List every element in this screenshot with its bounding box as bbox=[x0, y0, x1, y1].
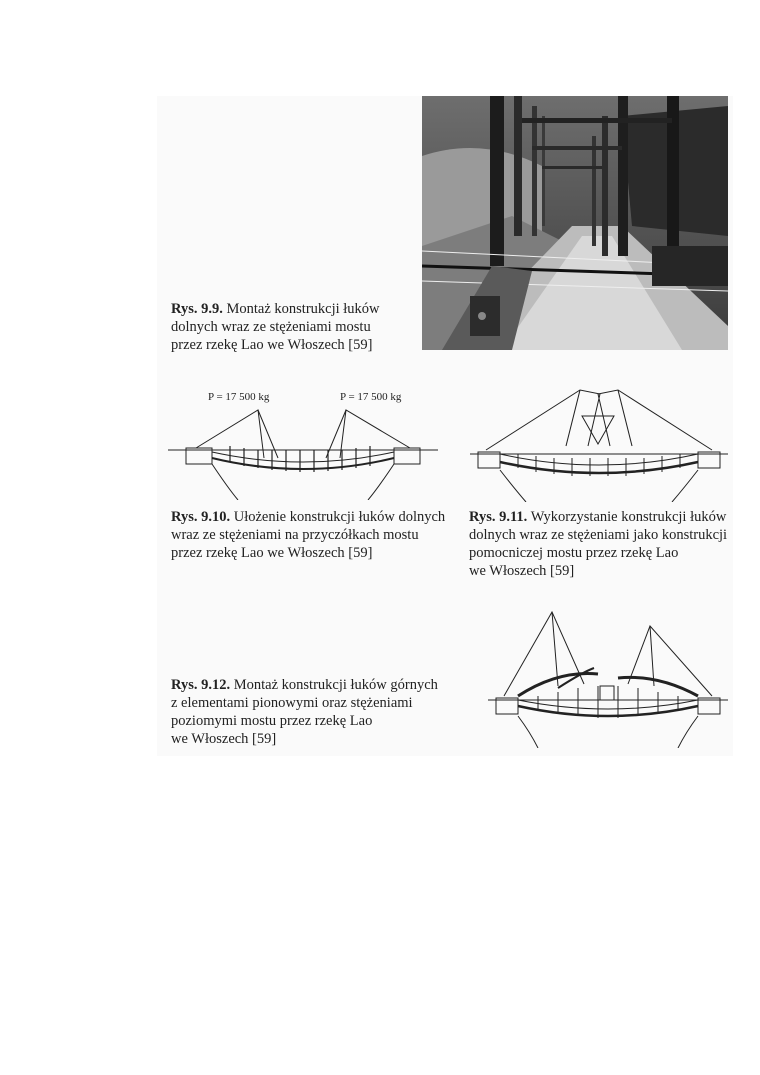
caption-text: Ułożenie konstrukcji łuków dolnych bbox=[233, 509, 446, 525]
drawing-fig-9-11 bbox=[470, 384, 728, 502]
caption-text: Montaż konstrukcji łuków górnych bbox=[233, 677, 438, 693]
drawing-fig-9-10 bbox=[168, 388, 438, 500]
caption-label: Rys. 9.12. bbox=[171, 677, 231, 693]
caption-label: Rys. 9.10. bbox=[171, 509, 231, 525]
load-label-left: P = 17 500 kg bbox=[208, 391, 270, 403]
caption-label: Rys. 9.11. bbox=[469, 509, 528, 525]
caption-label: Rys. 9.9. bbox=[171, 301, 223, 317]
caption-fig-9-9 bbox=[171, 300, 401, 354]
caption-text: przez rzekę Lao we Włoszech [59] bbox=[171, 545, 373, 561]
caption-text: z elementami pionowymi oraz stężeniami bbox=[171, 695, 413, 711]
drawing-fig-9-12 bbox=[488, 608, 728, 748]
caption-text: wraz ze stężeniami na przyczółkach mostu bbox=[171, 527, 419, 543]
photo-bridge-assembly bbox=[422, 96, 728, 350]
caption-fig-9-10 bbox=[171, 508, 461, 562]
caption-text: przez rzekę Lao we Włoszech [59] bbox=[171, 337, 373, 353]
load-label-right: P = 17 500 kg bbox=[340, 391, 402, 403]
caption-text: pomocniczej mostu przez rzekę Lao bbox=[469, 545, 679, 561]
caption-text: Wykorzystanie konstrukcji łuków bbox=[530, 509, 727, 525]
caption-text: dolnych wraz ze stężeniami mostu bbox=[171, 319, 371, 335]
caption-fig-9-11 bbox=[469, 508, 739, 580]
caption-text: dolnych wraz ze stężeniami jako konstrukcji bbox=[469, 527, 728, 543]
caption-fig-9-12 bbox=[171, 676, 441, 748]
caption-text: poziomymi mostu przez rzekę Lao bbox=[171, 713, 373, 729]
caption-text: Montaż konstrukcji łuków bbox=[226, 301, 380, 317]
caption-text: we Włoszech [59] bbox=[469, 563, 575, 579]
caption-text: we Włoszech [59] bbox=[171, 731, 277, 747]
